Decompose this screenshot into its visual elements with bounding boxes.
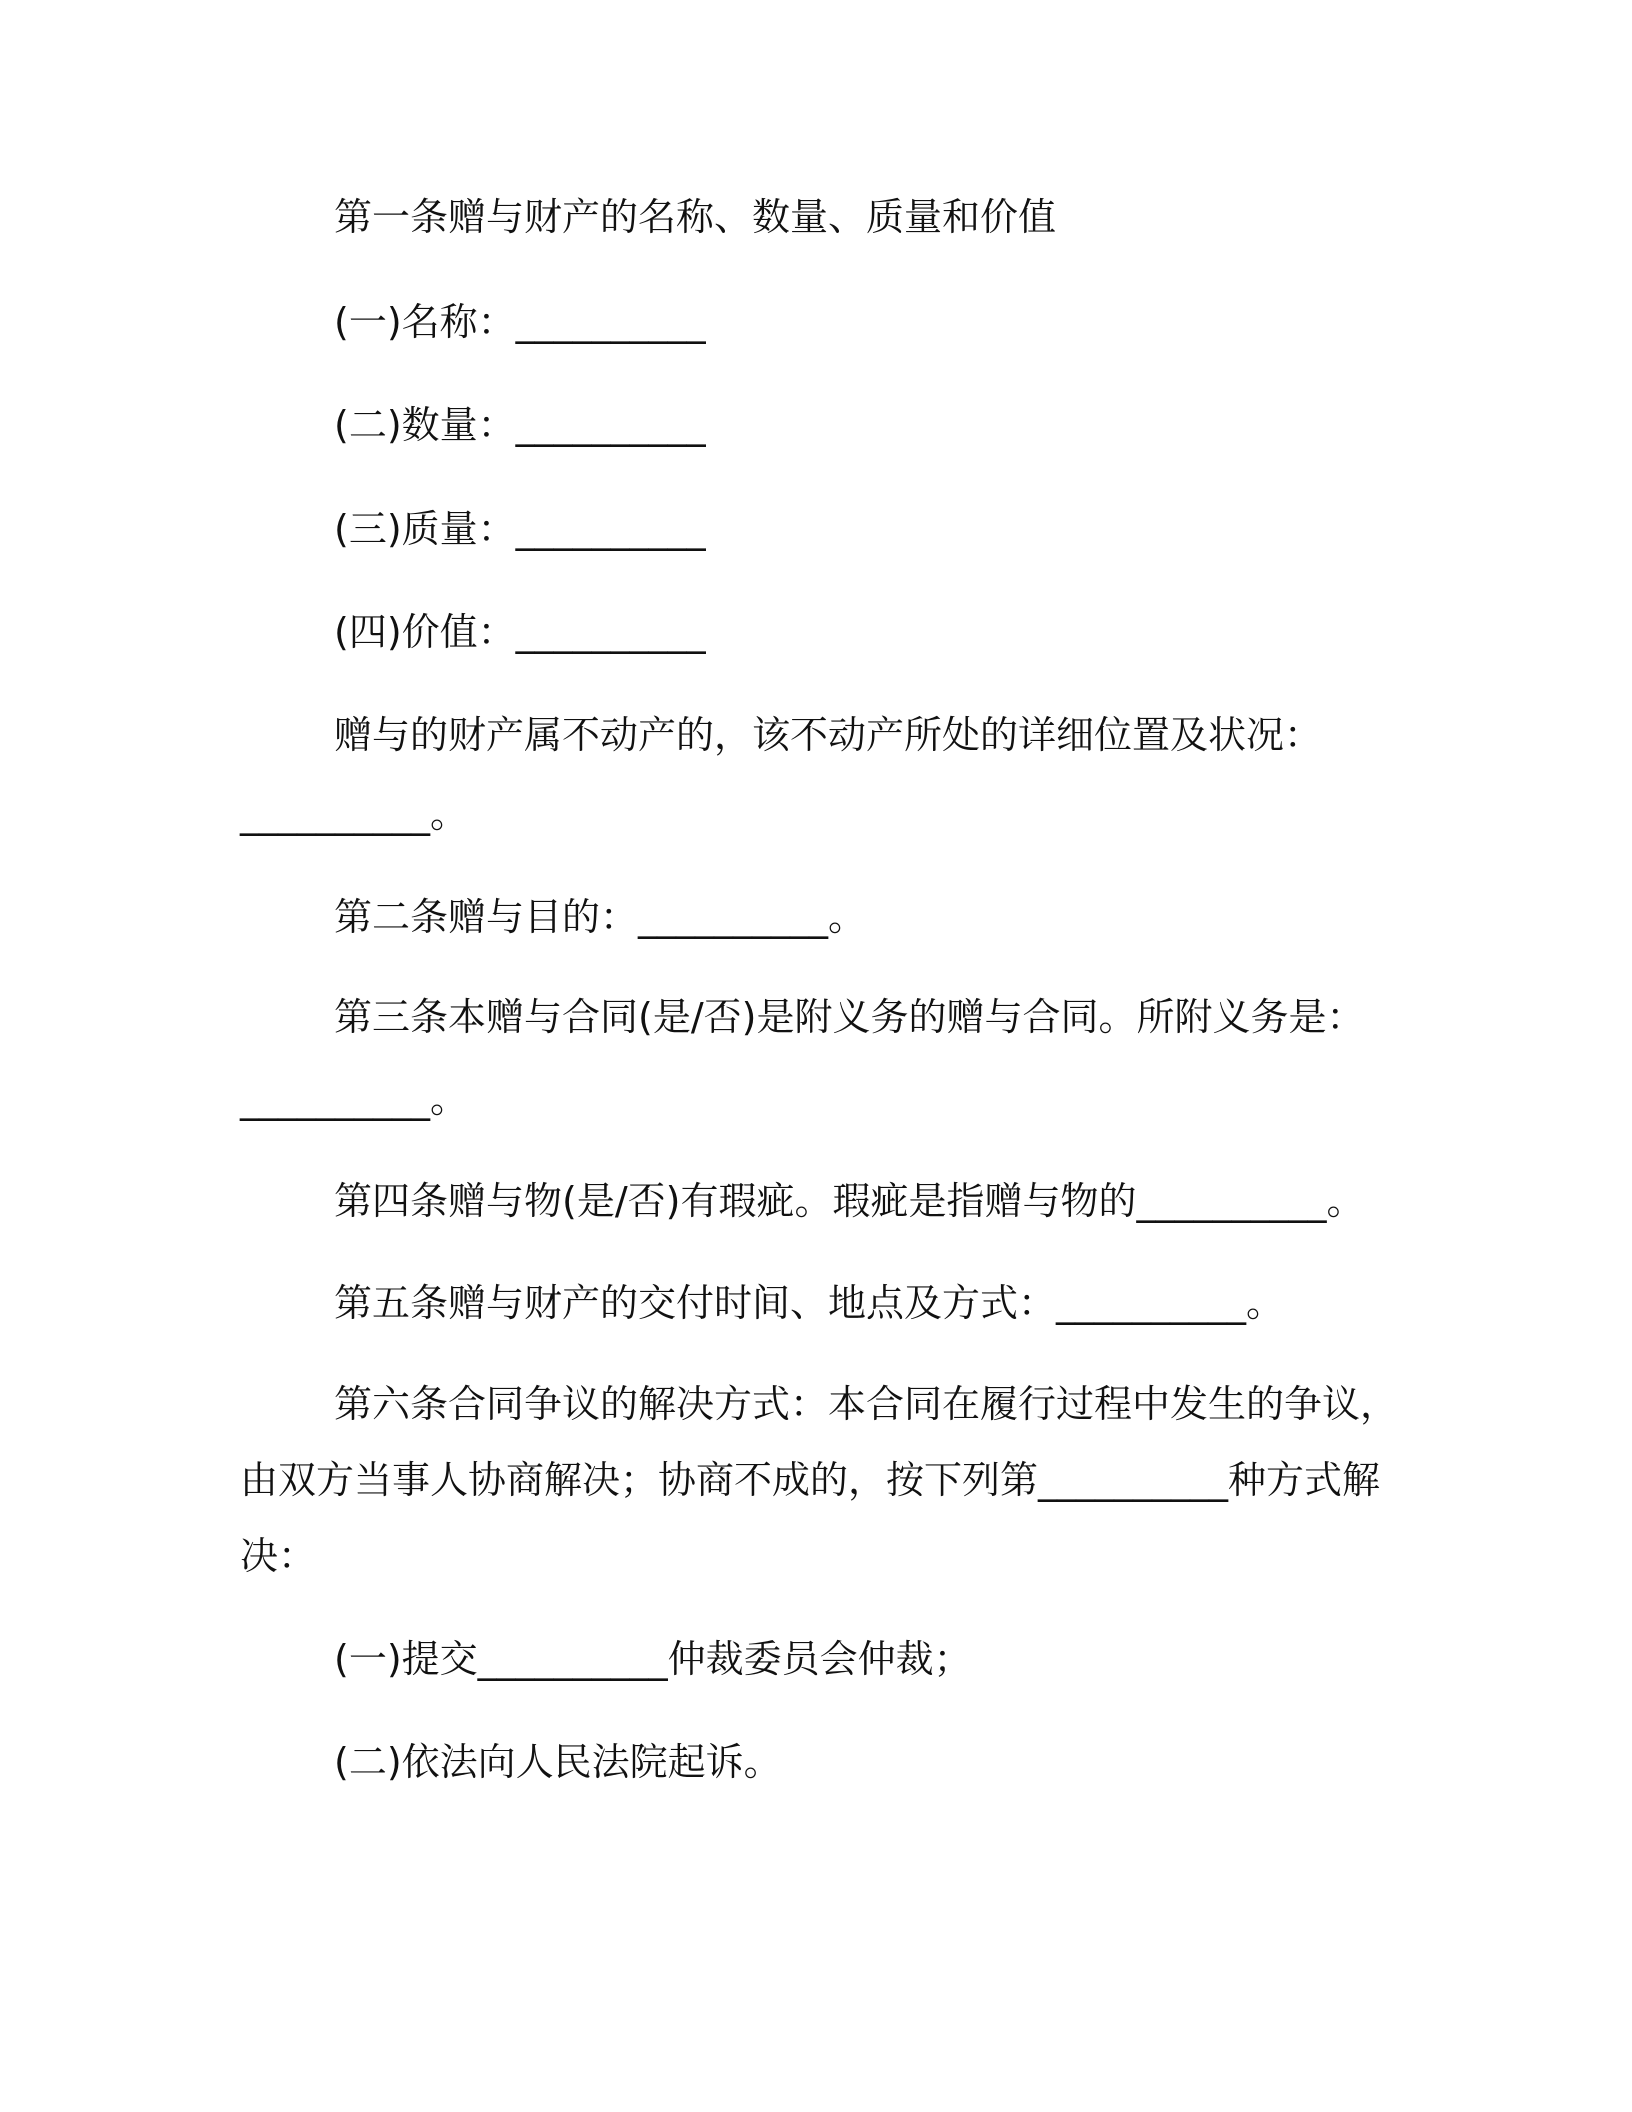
article-6-dispute-end: 决： (240, 1534, 317, 1578)
item-name-field: (一)名称：__________ (334, 300, 706, 344)
obligation-blank: __________。 (240, 1077, 469, 1121)
item-quality-field: (三)质量：__________ (334, 507, 706, 551)
dispute-option-court: (二)依法向人民法院起诉。 (334, 1740, 782, 1784)
article-6-dispute: 第六条合同争议的解决方式：本合同在履行过程中发生的争议， (334, 1382, 1399, 1426)
article-5-delivery: 第五条赠与财产的交付时间、地点及方式：__________。 (334, 1281, 1285, 1325)
article-4-defects: 第四条赠与物(是/否)有瑕疵。瑕疵是指赠与物的__________。 (334, 1179, 1365, 1223)
item-quantity-field: (二)数量：__________ (334, 403, 706, 447)
real-estate-blank: __________。 (240, 792, 469, 836)
article-2-purpose: 第二条赠与目的：__________。 (334, 895, 867, 939)
real-estate-clause: 赠与的财产属不动产的，该不动产所处的详细位置及状况： (334, 713, 1323, 757)
article-3-obligation: 第三条本赠与合同(是/否)是附义务的赠与合同。所附义务是： (334, 995, 1365, 1039)
article-1-heading: 第一条赠与财产的名称、数量、质量和价值 (334, 195, 1057, 239)
article-6-dispute-cont: 由双方当事人协商解决；协商不成的，按下列第__________种方式解 (240, 1458, 1381, 1502)
dispute-option-arbitration: (一)提交__________仲裁委员会仲裁； (334, 1637, 972, 1681)
item-value-field: (四)价值：__________ (334, 610, 706, 654)
